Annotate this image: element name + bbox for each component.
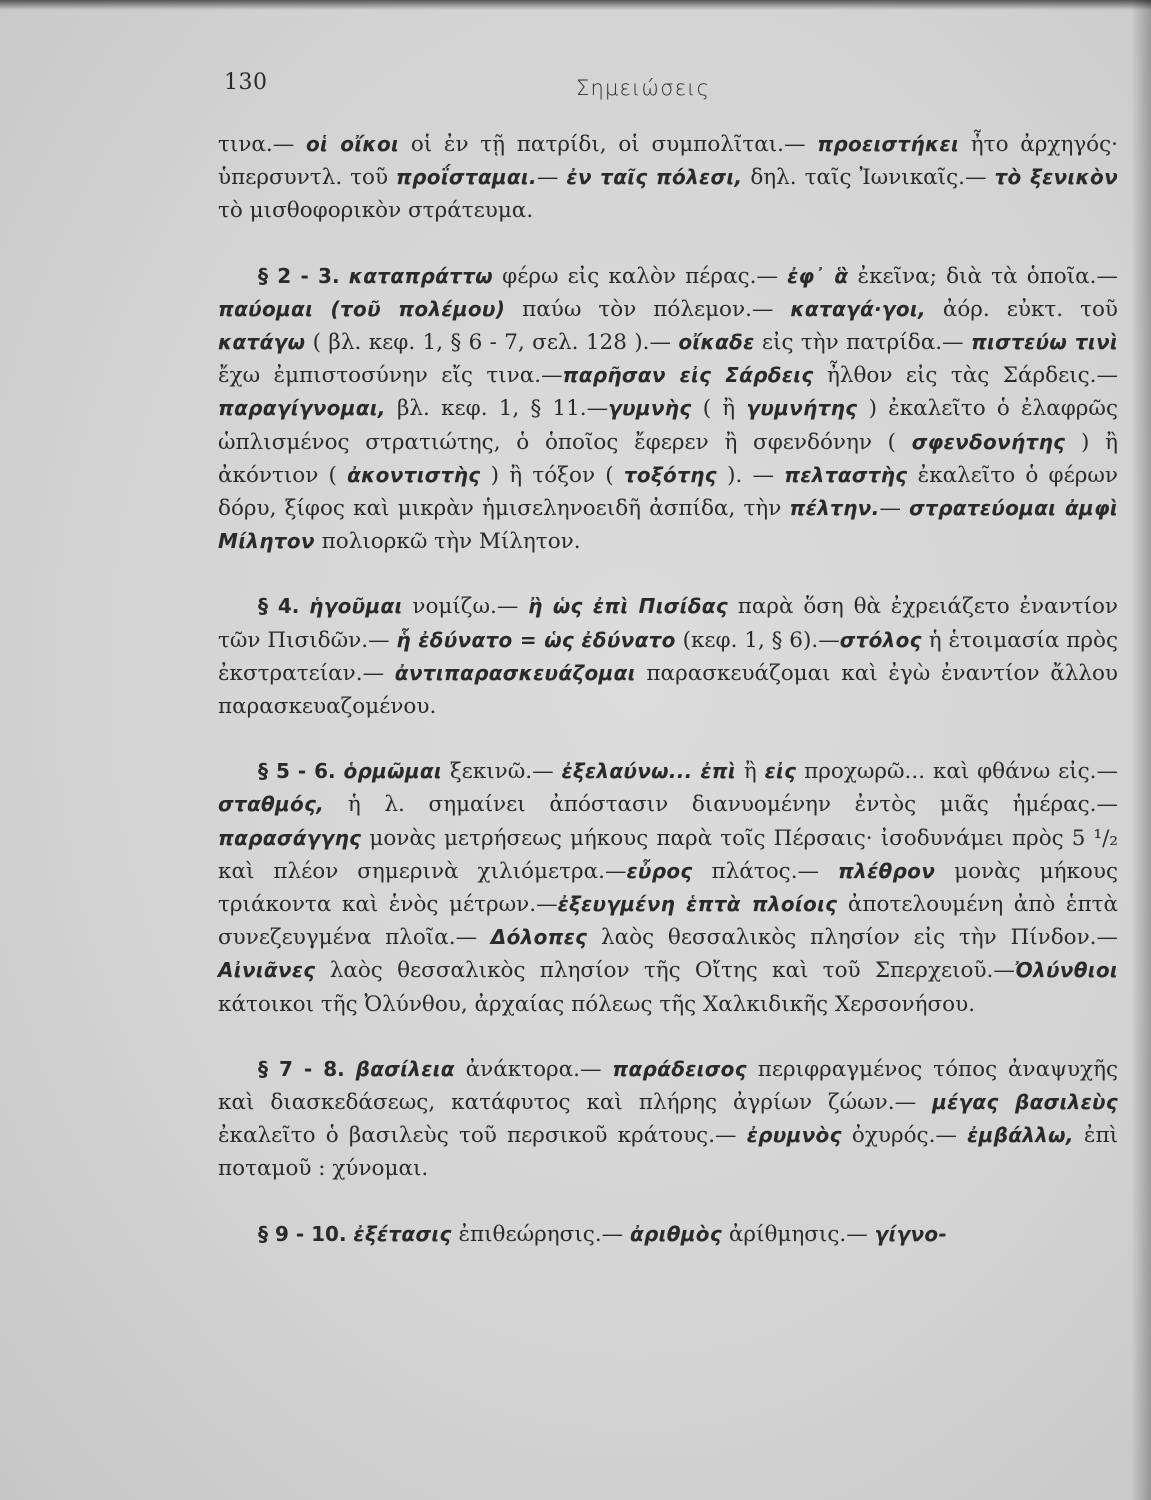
gloss-text: ἀόρ. εὐκτ. τοῦ [925,296,1118,322]
gloss-text: ἦλθον εἰς τὰς Σάρδεις.— [813,363,1119,389]
gloss-text: νομίζω.— [402,594,529,620]
lemma-term: προειστήκει [817,132,960,156]
gloss-text: τινα.— [218,132,306,157]
lemma-term: γίγνο- [874,1221,948,1246]
lemma-term: ἀντιπαρασκευάζομαι [394,660,636,685]
gloss-text: ) ἐκαλεῖτο ὁ ἐλαφρῶς ὡπλισμένος στρατιώτης, ὁ ὁποῖος ἔφερεν ἢ σφενδόνην ( [218,396,1118,455]
lemma-term: ἐπὶ [700,759,737,784]
lemma-term: βασίλεια [355,1056,455,1081]
lemma-term: μέγας βασιλεὺς [932,1090,1118,1115]
lemma-term: πιστεύω τινὶ [970,330,1118,355]
lemma-term: ἐμβάλλω, [967,1123,1074,1148]
lemma-term: παράδεισος [612,1056,747,1081]
gloss-text: ) ἢ τόξον ( [480,462,624,488]
lemma-term: ἀριθμὸς [630,1221,723,1246]
section-mark: § 5 - 6. [258,759,336,784]
gloss-text: ἐκαλεῖτο ὁ βασιλεὺς τοῦ περσικοῦ κράτους.— [218,1123,747,1149]
gloss-text: εἰς τὴν πατρίδα.— [754,330,971,356]
gloss-text: πλάτος.— [692,858,838,884]
note-paragraph-section-7-8 [218,1053,1118,1186]
gloss-text: οἱ ἐν τῇ πατρίδι, οἱ συμπολῖται.— [399,132,818,157]
lemma-term: ὁρμῶμαι [343,759,442,784]
gloss-text: μονὰς μετρήσεως μήκους παρὰ τοῖς Πέρσαις· ἰσοδυνάμει πρὸς 5 ¹/₂ καὶ πλέον σημερινὰ χιλιόμετρα.— [218,825,1118,884]
lemma-term: καταπράττω [348,263,493,288]
gloss-text: κάτοικοι τῆς Ὀλύνθου, ἀρχαίας πόλεως τῆς Χαλκιδικῆς Χερσονήσου. [218,991,976,1017]
lemma-term: πέλτην. [789,496,880,521]
lemma-term: τὸ ξενικὸν [994,165,1118,190]
gloss-text: ἔχω ἐμπιστοσύνην εἴς τινα.— [218,363,563,389]
gloss-text: λαὸς θεσσαλικὸς πλησίον εἰς τὴν Πίνδον.— [587,925,1118,951]
note-paragraph-section-5-6 [218,755,1118,1021]
section-mark: § 2 - 3. [258,263,340,288]
running-head: Σημειώσεις [576,76,711,100]
lemma-term: σφενδονήτης [911,429,1066,454]
note-paragraph-section-2-3 [218,260,1118,559]
gloss-text: ἀρίθμησις.— [722,1221,875,1247]
page-number: 130 [224,70,268,95]
gloss-text: ἦτο ἀρχηγός· ὑπερσυντλ. τοῦ [218,132,1118,191]
gloss-text: ( ἢ [691,396,747,422]
lemma-term: ἡγοῦμαι [309,594,403,619]
lemma-term: σταθμός, [218,792,325,817]
lemma-term: κατάγω [218,330,306,355]
gloss-text: ). — [716,462,785,488]
gloss-text: ἐκαλεῖτο ὁ φέρων δόρυ, ξίφος καὶ μικρὰν ἡμισεληνοειδῆ ἀσπίδα, τὴν [218,462,1118,522]
lemma-term: παύομαι (τοῦ πολέμου) [218,296,506,321]
lemma-term: ἐξελαύνω... [561,759,693,784]
gloss-text: περιφραγμένος τόπος ἀναψυχῆς καὶ διασκεδάσεως, κατάφυτος καὶ πλήρης ἀγρίων ζώων.— [218,1056,1118,1116]
lemma-term: ἐξευγμένη ἑπτὰ πλοίοις [557,892,838,917]
section-mark: § 7 - 8. [258,1056,345,1081]
gloss-text: ἢ [736,759,765,785]
gloss-text: λαὸς θεσσαλικὸς πλησίον τῆς Οἴτης καὶ τοῦ Σπερχειοῦ.— [315,958,1015,984]
gloss-text: — [536,165,567,191]
notes-body [218,128,1118,1251]
gloss-text: μονὰς μήκους τριάκοντα καὶ ἑνὸς μέτρων.— [218,858,1118,918]
gloss-text: φέρω εἰς καλὸν πέρας.— [492,263,788,289]
gloss-text: (κεφ. 1, § 6).— [675,627,840,653]
section-mark: § 4. [258,594,300,619]
lemma-term: οἱ οἴκοι [306,132,400,156]
lemma-term: παρασάγγης [218,825,362,850]
lemma-term: παρῆσαν εἰς Σάρδεις [562,363,814,388]
gloss-text: παρασκευάζομαι καὶ ἐγὼ ἐναντίον ἄλλου παρασκευαζομένου. [218,660,1118,720]
gloss-text: ) ἢ ἀκόντιον ( [218,429,1119,488]
gloss-text: ἀνάκτορα.— [454,1056,613,1082]
lemma-term: ἐν ταῖς πόλεσι, [566,165,743,190]
gloss-text: ἐπιθεώρησις.— [451,1221,630,1247]
gloss-text: πολιορκῶ τὴν Μίλητον. [314,529,581,555]
lemma-term: γυμνήτης [746,396,858,421]
gloss-text: παύω τὸν πόλεμον.— [505,296,791,322]
lemma-term: ἐφ᾽ ἃ [787,263,849,288]
lemma-term: στόλος [839,627,922,652]
gloss-text: προχωρῶ... καὶ φθάνω εἰς.— [796,759,1119,785]
section-mark: § 9 - 10. [258,1221,347,1246]
lemma-term: ἐξέτασις [353,1221,452,1246]
gloss-text: — [879,496,910,522]
lemma-term: τοξότης [623,462,717,487]
gloss-text: ἐκεῖνα; διὰ τὰ ὁποῖα.— [848,263,1118,289]
gloss-text: ( βλ. κεφ. 1, § 6 - 7, σελ. 128 ).— [305,330,679,356]
lemma-term: ἀκοντιστὴς [347,462,481,487]
lemma-term: ἢ ὡς ἐπὶ Πισίδας [528,594,728,619]
lemma-term: παραγίγνομαι, [218,396,386,421]
lemma-term: πελταστὴς [784,462,908,487]
lemma-term: Αἰνιᾶνες [218,958,316,983]
note-paragraph-section-4 [218,590,1118,723]
lemma-term: στρατεύομαι ἀμφὶ Μίλητον [218,496,1118,554]
gloss-text: βλ. κεφ. 1, § 11.— [385,396,609,422]
scan-edge-shadow-right [1131,0,1151,1500]
gloss-text [299,594,309,619]
lemma-term: οἴκαδε [678,330,755,355]
lemma-term: γυμνὴς [608,396,692,421]
gloss-text: τὸ μισθοφορικὸν στράτευμα. [218,198,534,224]
gloss-text: ὀχυρός.— [841,1123,968,1149]
lemma-term: ἧ ἐδύνατο = ὡς ἐδύνατο [396,627,676,652]
note-paragraph-section-9-10 [218,1218,1118,1251]
scan-edge-shadow-top [0,0,1151,10]
gloss-text: δηλ. ταῖς Ἰωνικαῖς.— [742,165,995,191]
lemma-term: προΐσταμαι. [396,165,537,190]
gloss-text: ἀποτελουμένη ἀπὸ ἑπτὰ συνεζευγμένα πλοῖα.— [218,892,1118,951]
gloss-text: παρὰ ὅση θὰ ἐχρειάζετο ἐναντίον τῶν Πισιδῶν.— [218,594,1118,653]
gloss-text: ἡ λ. σημαίνει ἀπόστασιν διανυομένην ἐντὸς μιᾶς ἡμέρας.— [324,792,1118,818]
gloss-text: ἐπὶ ποταμοῦ : χύνομαι. [218,1123,1119,1182]
lemma-term: εἰς [764,759,797,784]
lemma-term: ἐρυμνὸς [746,1123,842,1148]
lemma-term: Ὀλύνθιοι [1014,958,1118,983]
lemma-term: εὖρος [626,858,693,883]
lemma-term: Δόλοπες [490,925,588,950]
gloss-text: ξεκινῶ.— [441,759,562,785]
note-paragraph-continued [218,128,1118,228]
gloss-text: ἡ ἑτοιμασία πρὸς ἐκστρατείαν.— [218,627,1118,686]
lemma-term: καταγά·γοι, [790,296,926,321]
lemma-term: πλέθρον [838,858,936,883]
gloss-text [345,1057,356,1082]
gloss-text [340,264,349,289]
